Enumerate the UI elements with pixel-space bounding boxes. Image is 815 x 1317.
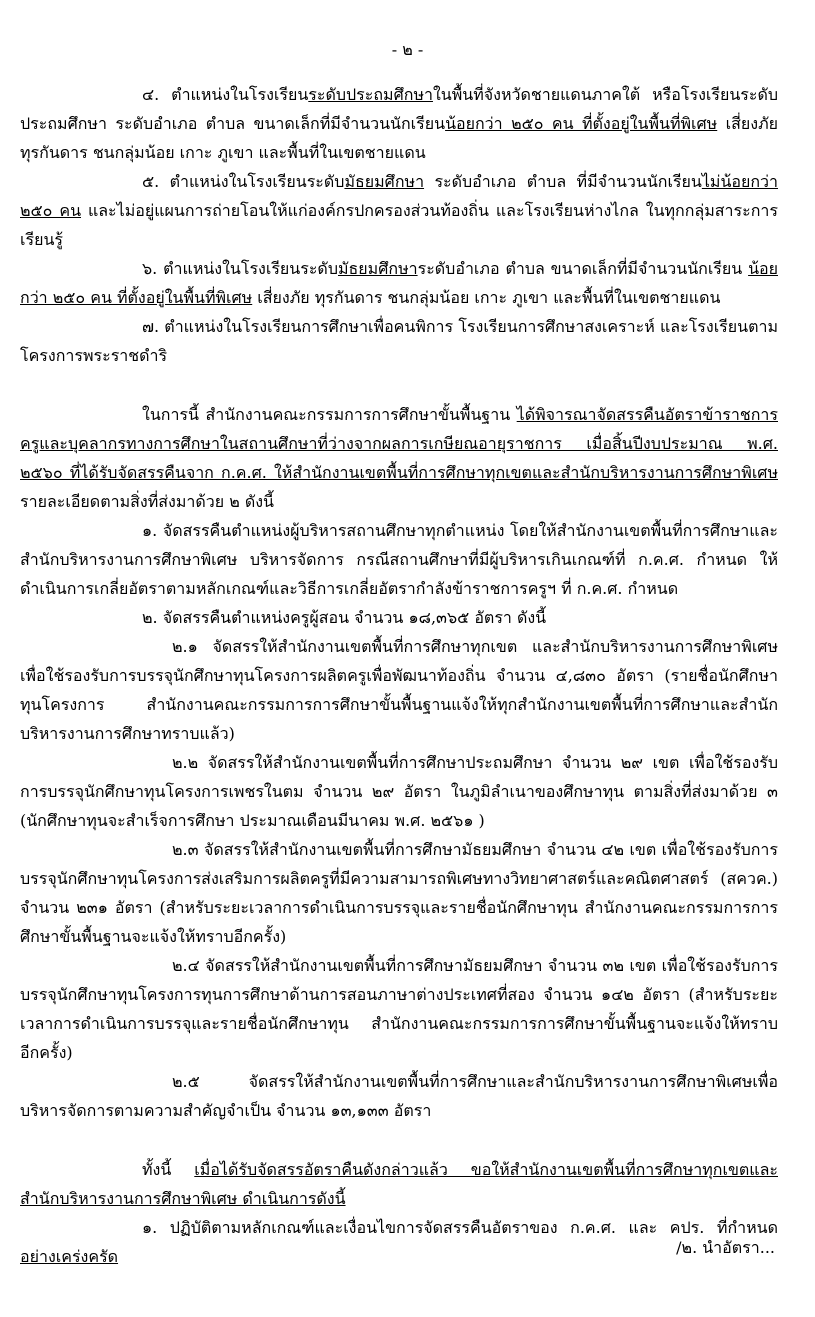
paragraph-text: ในการนี้ สำนักงานคณะกรรมการการศึกษาขั้นพื้นฐาน xyxy=(142,405,517,424)
underlined-text: ไม่น้อยกว่า ๒๕๐ คน xyxy=(20,172,779,220)
paragraph-text: ๒. จัดสรรคืนตำแหน่งครูผู้สอน จำนวน ๑๘,๓๖๕ อัตรา ดังนี้ xyxy=(142,608,547,627)
underlined-text: ระดับประถมศึกษา xyxy=(308,85,433,104)
continuation-note: /๒. นำอัตรา... xyxy=(676,1238,775,1257)
paragraph xyxy=(20,951,778,1067)
paragraph-text: ๒.๓ จัดสรรให้สำนักงานเขตพื้นที่การศึกษามัธยมศึกษา จำนวน ๔๒ เขต เพื่อใช้รองรับการบรรจุนักศึกษาทุนโครงการส่งเสริมการผลิตครูที่มีความสามารถพิเศษทางวิทยาศาสตร์และคณิตศาสตร์ (สควค.) จำนวน ๒๓๑ อัตรา (สำหรับระยะเวลาการดำเนินการบรรจุและรายชื่อนักศึกษาทุน สำนักงานคณะกรรมการการศึกษาขั้นพื้นฐานจะแจ้งให้ทราบอีกครั้ง) xyxy=(20,840,778,946)
paragraph-text: ๒.๕ จัดสรรให้สำนักงานเขตพื้นที่การศึกษาและสำนักบริหารงานการศึกษาพิเศษเพื่อบริหารจัดการตามความสำคัญจำเป็น จำนวน ๑๓,๑๓๓ อัตรา xyxy=(20,1072,778,1120)
underlined-text: น้อยกว่า ๒๕๐ คน ที่ตั้งอยู่ในพื้นที่พิเศษ xyxy=(445,114,718,133)
underlined-text: เมื่อได้รับจัดสรรอัตราคืนดังกล่าวแล้ว ขอให้สำนักงานเขตพื้นที่การศึกษาทุกเขตและสำนักบริหารงานการศึกษาพิเศษ ดำเนินการดังนี้ xyxy=(20,1160,778,1208)
underlined-text: อย่างเคร่งครัด xyxy=(20,1247,119,1266)
paragraph xyxy=(20,312,778,370)
paragraph xyxy=(20,254,778,312)
page-number: - ๒ - xyxy=(391,40,424,59)
paragraph xyxy=(20,748,778,835)
paragraph-text: ทั้งนี้ xyxy=(142,1160,195,1179)
paragraph xyxy=(20,1155,778,1213)
paragraph-text: ๔. ตำแหน่งในโรงเรียน xyxy=(142,85,309,104)
underlined-text: น้อยกว่า ๒๕๐ คน ที่ตั้งอยู่ในพื้นที่พิเศษ xyxy=(20,259,778,307)
paragraph-text: เสี่ยงภัย ทุรกันดาร ชนกลุ่มน้อย เกาะ ภูเขา และพื้นที่ในเขตชายแดน xyxy=(252,288,721,307)
paragraph-text: เสี่ยงภัย ทุรกันดาร ชนกลุ่มน้อย เกาะ ภูเขา และพื้นที่ในเขตชายแดน xyxy=(20,114,779,162)
paragraph xyxy=(20,516,778,603)
document-body xyxy=(20,80,778,1271)
paragraph-text: ๒.๑ จัดสรรให้สำนักงานเขตพื้นที่การศึกษาทุกเขต และสำนักบริหารงานการศึกษาพิเศษ เพื่อใช้รองรับการบรรจุนักศึกษาทุนโครงการผลิตครูเพื่อพัฒนาท้องถิ่น จำนวน ๔,๘๓๐ อัตรา (รายชื่อนักศึกษาทุนโครงการ สำนักงานคณะกรรมการการศึกษาขั้นพื้นฐานแจ้งให้ทุกสำนักงานเขตพื้นที่การศึกษาและสำนักบริหารงานการศึกษาทราบแล้ว) xyxy=(20,637,778,743)
paragraph-text: ในพื้นที่จังหวัดชายแดนภาคใต้ หรือโรงเรียนระดับประถมศึกษา ระดับอำเภอ ตำบล ขนาดเล็กที่มีจำนวนนักเรียน xyxy=(20,85,778,133)
underlined-text: มัธยมศึกษา xyxy=(344,172,425,191)
paragraph-text: ๒.๒ จัดสรรให้สำนักงานเขตพื้นที่การศึกษาประถมศึกษา จำนวน ๒๙ เขต เพื่อใช้รองรับการบรรจุนักศึกษาทุนโครงการเพชรในตม จำนวน ๒๙ อัตรา ในภูมิลำเนาของศึกษาทุน ตามสิ่งที่ส่งมาด้วย ๓ (นักศึกษาทุนจะสำเร็จการศึกษา ประมาณเดือนมีนาคม พ.ศ. ๒๕๖๑ ) xyxy=(20,753,778,830)
paragraph-text: ๒.๔ จัดสรรให้สำนักงานเขตพื้นที่การศึกษามัธยมศึกษา จำนวน ๓๒ เขต เพื่อใช้รองรับการบรรจุนักศึกษาทุนโครงการทุนการศึกษาด้านการสอนภาษาต่างประเทศที่สอง จำนวน ๑๔๒ อัตรา (สำหรับระยะเวลาการดำเนินการบรรจุและรายชื่อนักศึกษาทุน สำนักงานคณะกรรมการการศึกษาขั้นพื้นฐานจะแจ้งให้ทราบอีกครั้ง) xyxy=(20,956,778,1062)
paragraph-text: ๑. ปฏิบัติตามหลักเกณฑ์และเงื่อนไขการจัดสรรคืนอัตราของ ก.ค.ศ. และ คปร. ที่กำหนด xyxy=(142,1218,779,1237)
paragraph-text: ระดับอำเภอ ตำบล ขนาดเล็กที่มีจำนวนนักเรียน xyxy=(417,259,749,278)
paragraph-text: รายละเอียดตามสิ่งที่ส่งมาด้วย ๒ ดังนี้ xyxy=(20,492,274,511)
paragraph-text: ๗. ตำแหน่งในโรงเรียนการศึกษาเพื่อคนพิการ โรงเรียนการศึกษาสงเคราะห์ และโรงเรียนตามโครงการพระราชดำริ xyxy=(20,317,778,365)
paragraph xyxy=(20,632,778,748)
paragraph xyxy=(20,400,778,516)
paragraph-text: ๕. ตำแหน่งในโรงเรียนระดับ xyxy=(142,172,345,191)
paragraph-text: ๑. จัดสรรคืนตำแหน่งผู้บริหารสถานศึกษาทุกตำแหน่ง โดยให้สำนักงานเขตพื้นที่การศึกษาและสำนักบริหารงานการศึกษาพิเศษ บริหารจัดการ กรณีสถานศึกษาที่มีผู้บริหารเกินเกณฑ์ที่ ก.ค.ศ. กำหนด ให้ดำเนินการเกลี่ยอัตราตามหลักเกณฑ์และวิธีการเกลี่ยอัตรากำลังข้าราชการครูฯ ที่ ก.ค.ศ. กำหนด xyxy=(20,521,778,598)
paragraph xyxy=(20,80,778,167)
paragraph-text: ระดับอำเภอ ตำบล ที่มีจำนวนนักเรียน xyxy=(424,172,702,191)
paragraph-text: และไม่อยู่แผนการถ่ายโอนให้แก่องค์กรปกครองส่วนท้องถิ่น และโรงเรียนห่างไกล ในทุกกลุ่มสาระการเรียนรู้ xyxy=(20,201,778,249)
paragraph xyxy=(20,603,778,632)
underlined-text: มัธยมศึกษา xyxy=(337,259,418,278)
paragraph-text: ๖. ตำแหน่งในโรงเรียนระดับ xyxy=(142,259,338,278)
paragraph xyxy=(20,1067,778,1125)
paragraph xyxy=(20,1213,778,1271)
underlined-text: ได้พิจารณาจัดสรรคืนอัตราข้าราชการครูและบุคลากรทางการศึกษาในสถานศึกษาที่ว่างจากผลการเกษียณอายุราชการ เมื่อสิ้นปีงบประมาณ พ.ศ. ๒๕๖๐ ที่ได้รับจัดสรรคืนจาก ก.ค.ศ. ให้สำนักงานเขตพื้นที่การศึกษาทุกเขตและสำนักบริหารงานการศึกษาพิเศษ xyxy=(20,405,778,482)
paragraph xyxy=(20,167,778,254)
paragraph xyxy=(20,835,778,951)
